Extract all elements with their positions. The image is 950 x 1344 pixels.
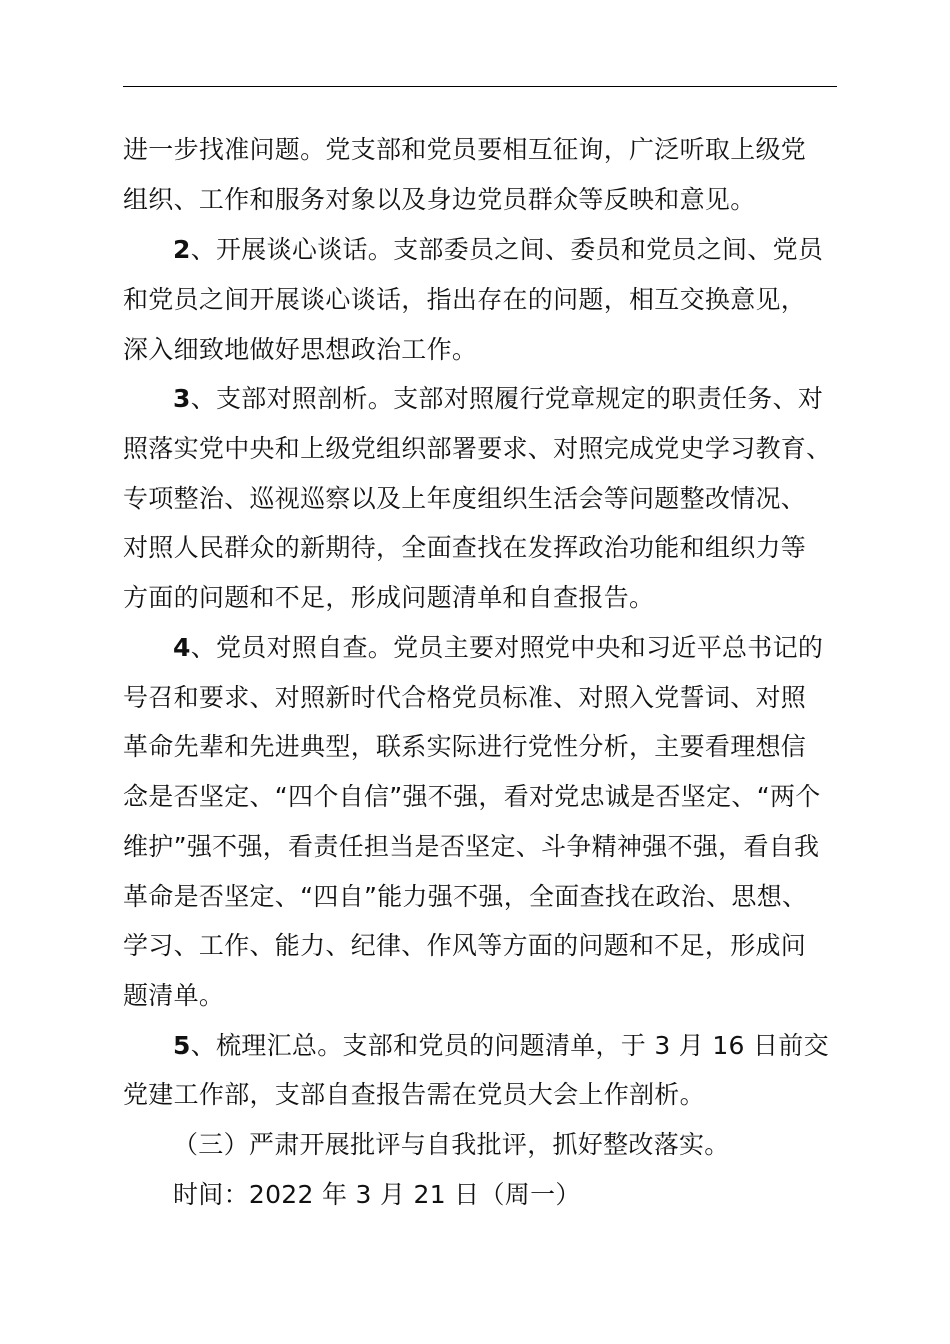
text-line: 念是否坚定、“四个自信”强不强，看对党忠诚是否坚定、“两个 <box>123 782 821 811</box>
text-line: 组织、工作和服务对象以及身边党员群众等反映和意见。 <box>123 185 756 214</box>
text-line: 党建工作部，支部自查报告需在党员大会上作剖析。 <box>123 1080 705 1109</box>
text-line: 照落实党中央和上级党组织部署要求、对照完成党史学习教育、 <box>123 434 832 463</box>
text-line: 和党员之间开展谈心谈话，指出存在的问题，相互交换意见， <box>123 285 807 314</box>
text-line: 进一步找准问题。党支部和党员要相互征询，广泛听取上级党 <box>123 135 807 164</box>
list-item-3 <box>173 383 893 415</box>
text-line: 、开展谈心谈话。支部委员之间、委员和党员之间、党员 <box>190 235 824 264</box>
text-line: 学习、工作、能力、纪律、作风等方面的问题和不足，形成问 <box>123 931 807 960</box>
text-line: 方面的问题和不足，形成问题清单和自查报告。 <box>123 583 655 612</box>
list-item-5 <box>173 1030 893 1062</box>
text-line: 、支部对照剖析。支部对照履行党章规定的职责任务、对 <box>190 384 824 413</box>
text-line: 革命是否坚定、“四自”能力强不强，全面查找在政治、思想、 <box>123 882 808 911</box>
text-line: 号召和要求、对照新时代合格党员标准、对照入党誓词、对照 <box>123 683 807 712</box>
text-line: 专项整治、巡视巡察以及上年度组织生活会等问题整改情况、 <box>123 484 807 513</box>
text-line: 革命先辈和先进典型，联系实际进行党性分析，主要看理想信 <box>123 732 807 761</box>
list-item-4 <box>173 632 893 664</box>
text-line: 维护”强不强，看责任担当是否坚定、斗争精神强不强，看自我 <box>123 832 820 861</box>
text-line: 、党员对照自查。党员主要对照党中央和习近平总书记的 <box>190 633 824 662</box>
list-item-2 <box>173 234 893 266</box>
header-rule <box>123 86 837 87</box>
item-number: 2 <box>173 235 191 264</box>
text-line: 深入细致地做好思想政治工作。 <box>123 335 478 364</box>
text-line: 题清单。 <box>123 981 225 1010</box>
item-number: 3 <box>173 384 191 413</box>
item-number: 4 <box>173 633 191 662</box>
text-line: 、梳理汇总。支部和党员的问题清单，于 3 月 16 日前交 <box>190 1031 829 1060</box>
text-line: 对照人民群众的新期待，全面查找在发挥政治功能和组织力等 <box>123 533 807 562</box>
meeting-time: 时间：2022 年 3 月 21 日（周一） <box>173 1180 581 1209</box>
section-heading: （三）严肃开展批评与自我批评，抓好整改落实。 <box>173 1130 730 1159</box>
item-number: 5 <box>173 1031 191 1060</box>
